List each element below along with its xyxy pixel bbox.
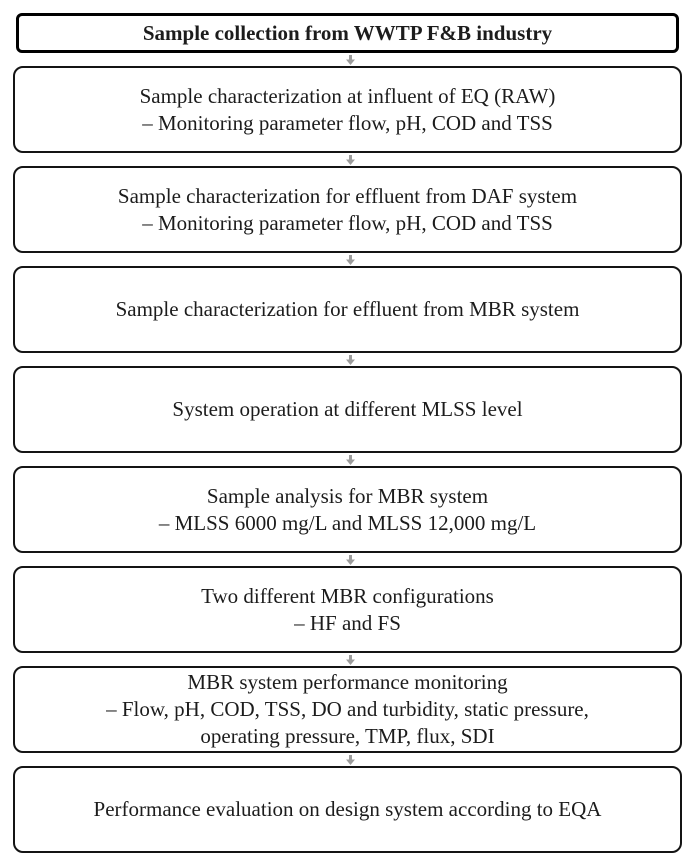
box-line: MBR system performance monitoring	[187, 670, 508, 694]
flow-box-characterization-eq-raw	[13, 66, 682, 153]
down-arrow-icon	[346, 555, 355, 565]
flow-box-sample-collection	[16, 13, 679, 53]
box-line: System operation at different MLSS level	[172, 397, 523, 421]
box-line: operating pressure, TMP, flux, SDI	[200, 724, 495, 748]
flow-box-characterization-daf	[13, 166, 682, 253]
flow-box-sample-analysis-mbr	[13, 466, 682, 553]
flow-box-title-text: Sample collection from WWTP F&B industry	[142, 21, 553, 45]
flow-box-mbr-configurations	[13, 566, 682, 653]
box-line: – Monitoring parameter flow, pH, COD and TSS	[142, 110, 553, 135]
flow-connector	[0, 253, 700, 266]
down-arrow-icon	[346, 755, 355, 765]
flow-box-performance-monitoring	[13, 666, 682, 753]
flow-box-characterization-mbr	[13, 266, 682, 353]
flow-connector	[0, 553, 700, 566]
flow-connector	[0, 453, 700, 466]
down-arrow-icon	[346, 255, 355, 265]
box-line: – MLSS 6000 mg/L and MLSS 12,000 mg/L	[158, 510, 537, 535]
box-line: Performance evaluation on design system according to EQA	[93, 797, 602, 821]
flow-connector	[0, 353, 700, 366]
down-arrow-icon	[346, 455, 355, 465]
box-line: – Flow, pH, COD, TSS, DO and turbidity, static pressure,	[106, 697, 589, 721]
flow-connector	[0, 653, 700, 666]
flow-box-system-operation-mlss	[13, 366, 682, 453]
box-line: – HF and FS	[294, 610, 401, 635]
down-arrow-icon	[346, 55, 355, 65]
down-arrow-icon	[346, 655, 355, 665]
down-arrow-icon	[346, 355, 355, 365]
flow-box-performance-evaluation-eqa	[13, 766, 682, 853]
box-line: Sample characterization at influent of EQ (RAW)	[139, 83, 556, 108]
box-line: – Monitoring parameter flow, pH, COD and TSS	[142, 210, 553, 235]
box-line: Sample characterization for effluent from DAF system	[117, 183, 578, 208]
box-line: Sample analysis for MBR system	[206, 483, 489, 508]
flow-connector	[0, 153, 700, 166]
box-line: Two different MBR configurations	[201, 583, 494, 608]
box-line: Sample characterization for effluent from MBR system	[115, 297, 580, 321]
flow-connector	[0, 753, 700, 766]
down-arrow-icon	[346, 155, 355, 165]
flow-connector	[0, 53, 700, 66]
